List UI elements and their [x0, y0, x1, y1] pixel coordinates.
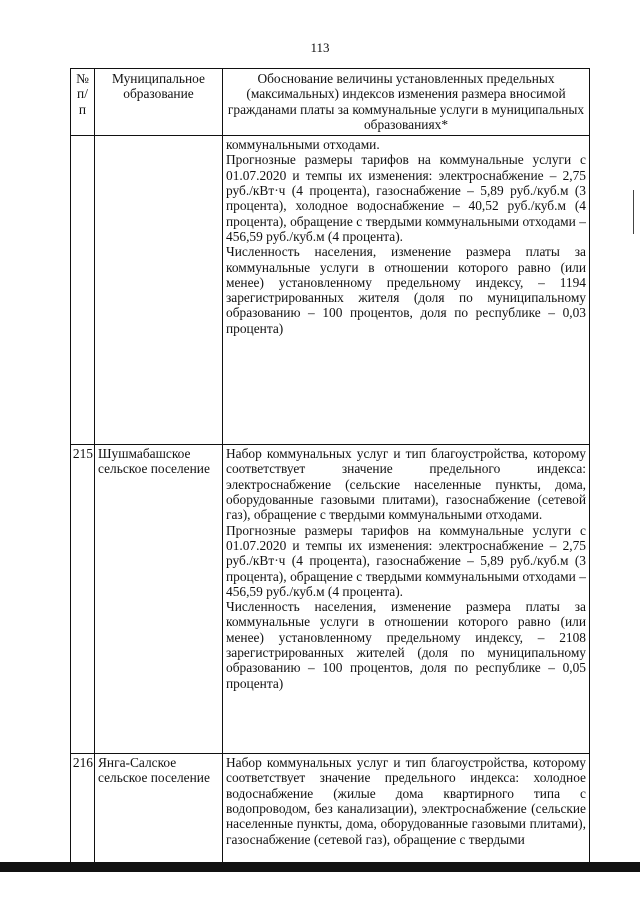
header-municipality: Муниципальное образование	[95, 69, 223, 136]
tariff-table	[70, 68, 590, 867]
table-row	[71, 754, 590, 867]
row-municipality: Янга-Салское сельское поселение	[95, 754, 223, 867]
table-row	[71, 136, 590, 445]
row-number	[71, 136, 95, 445]
table-row	[71, 445, 590, 754]
paragraph: Численность населения, изменение размера платы за коммунальные услуги в отношении которого равно (или менее) установленному предельному индексу, – 1194 зарегистрированных жителя (доля по муниципальному образованию – 100 процентов, доля по республике – 0,03 процента)	[226, 244, 586, 336]
paragraph: Набор коммунальных услуг и тип благоустройства, которому соответствует значение предельного индекса: холодное водоснабжение (жилые дома квартирного типа с водопроводом, без канализации), электроснабжение (сельские населенные пункты, дома, оборудованные газовыми плитами), газоснабжение (сетевой газ), обращение с твердыми	[226, 755, 586, 847]
margin-scan-mark	[633, 190, 634, 234]
header-number: № п/п	[71, 69, 95, 136]
scan-edge-bar	[0, 862, 640, 872]
row-municipality: Шушмабашское сельское поселение	[95, 445, 223, 754]
paragraph: Прогнозные размеры тарифов на коммунальные услуги с 01.07.2020 и темпы их изменения: электроснабжение – 2,75 руб./кВт·ч (4 процента), газоснабжение – 5,89 руб./куб.м (3 процента), холодное водоснабжение – 40,52 руб./куб.м (4 процента), обращение с твердыми коммунальными отходами – 456,59 руб./куб.м (4 процента).	[226, 152, 586, 244]
page-number: 113	[310, 40, 330, 55]
row-justification	[223, 754, 590, 867]
paragraph: Набор коммунальных услуг и тип благоустройства, которому соответствует значение предельного индекса: электроснабжение (сельские населенные пункты, дома, оборудованные газовыми плитами), газоснабжение (сетевой газ), обращение с твердыми коммунальными отходами.	[226, 446, 586, 523]
row-municipality	[95, 136, 223, 445]
header-justification: Обоснование величины установленных предельных (максимальных) индексов изменения размера вносимой гражданами платы за коммунальные услуги в муниципальных образованиях*	[223, 69, 590, 136]
table-header-row	[71, 69, 590, 136]
row-justification	[223, 445, 590, 754]
row-number: 215	[71, 445, 95, 754]
paragraph: Прогнозные размеры тарифов на коммунальные услуги с 01.07.2020 и темпы их изменения: электроснабжение – 2,75 руб./кВт·ч (4 процента), газоснабжение – 5,89 руб./куб.м (3 процента), обращение с твердыми коммунальными отходами – 456,59 руб./куб.м (4 процента).	[226, 522, 586, 599]
paragraph: Численность населения, изменение размера платы за коммунальные услуги в отношении которого равно (или менее) установленному предельному индексу, – 2108 зарегистрированных жителей (доля по муниципальному образованию – 100 процентов, доля по республике – 0,05 процента)	[226, 599, 586, 691]
row-justification	[223, 136, 590, 445]
paragraph: коммунальными отходами.	[226, 137, 380, 153]
row-number: 216	[71, 754, 95, 867]
